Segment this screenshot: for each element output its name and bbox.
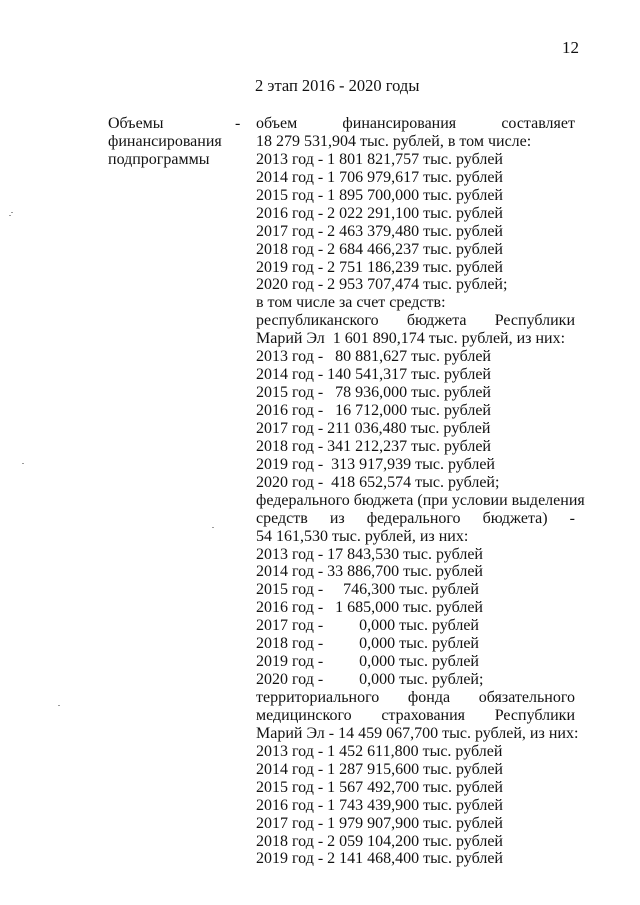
text-line: Марий Эл - 14 459 067,700 тыс. рублей, из них: [256,724,579,742]
text-line: 2018 год - 2 059 104,200 тыс. рублей [256,832,503,850]
text-word: из [329,509,345,527]
text-line: 2015 год - 1 567 492,700 тыс. рублей [256,778,503,796]
text-line: 2016 год - 16 712,000 тыс. рублей [256,402,491,419]
text-line: 2020 год - 0,000 тыс. рублей; [256,671,484,689]
text-line: 2015 год - 1 895 700,000 тыс. рублей [256,186,503,204]
section-label-line: финансирования [108,132,222,150]
text-line: 2017 год - 211 036,480 тыс. рублей [256,419,491,437]
text-word: - [569,509,575,527]
text-line [256,689,575,707]
text-line: 2015 год - 746,300 тыс. рублей [256,581,479,599]
text-line: в том числе за счет средств: [256,294,446,312]
page-number: 12 [562,38,579,57]
text-line: 2017 год - 0,000 тыс. рублей [256,617,479,635]
text-line: 2017 год - 1 979 907,900 тыс. рублей [256,814,503,832]
text-line: 2013 год - 17 843,530 тыс. рублей [256,545,483,563]
section-label-line: подпрограммы [108,150,210,168]
text-line: 2014 год - 1 706 979,617 тыс. рублей [256,168,503,186]
text-word: территориального [256,689,380,706]
text-word: республиканского [256,312,379,330]
text-word: бюджета [406,312,467,330]
text-line: 2013 год - 1 452 611,800 тыс. рублей [256,742,503,760]
scan-speck [11,212,13,213]
text-word: медицинского [256,706,352,724]
text-line: 2013 год - 80 881,627 тыс. рублей [256,348,491,366]
text-line: 2016 год - 1 743 439,900 тыс. рублей [256,796,503,814]
text-word: объем [256,115,298,132]
text-line: 2018 год - 341 212,237 тыс. рублей [256,437,491,455]
text-word: Республики [494,312,575,330]
text-line [256,312,575,330]
financing-text [256,115,585,868]
text-line: 2020 год - 2 953 707,474 тыс. рублей; [256,276,508,294]
scan-speck [22,463,24,464]
text-line: федерального бюджета (при условии выделения [256,491,585,509]
label-dash: - [235,115,241,132]
text-line: 2017 год - 2 463 379,480 тыс. рублей [256,222,503,240]
text-word: бюджета) [482,509,548,527]
text-line: 2019 год - 0,000 тыс. рублей [256,653,479,671]
text-word: Республики [494,706,575,724]
text-line: 2015 год - 78 936,000 тыс. рублей [256,384,491,402]
text-word: федерального [366,509,461,527]
text-line: 2020 год - 418 652,574 тыс. рублей; [256,473,500,491]
text-word: обязательного [478,689,575,706]
text-line: 2019 год - 2 141 468,400 тыс. рублей [256,850,503,868]
text-word: средств [256,509,308,527]
text-word: фонда [407,689,451,706]
text-word: страхования [381,706,466,724]
scan-speck [58,705,60,706]
text-line: 2014 год - 1 287 915,600 тыс. рублей [256,760,503,778]
text-word: составляет [501,115,575,132]
text-line: 2014 год - 33 886,700 тыс. рублей [256,563,483,581]
text-line: 18 279 531,904 тыс. рублей, в том числе: [256,132,532,150]
text-line: 2013 год - 1 801 821,757 тыс. рублей [256,150,503,168]
text-line: 2014 год - 140 541,317 тыс. рублей [256,366,491,384]
text-line [256,707,575,725]
text-word: финансирования [342,115,457,132]
stage-title: 2 этап 2016 - 2020 годы [255,76,420,95]
scan-speck [212,527,214,528]
section-label-line: Объемы [108,115,164,132]
text-line: 2016 год - 2 022 291,100 тыс. рублей [256,204,503,222]
text-line: 2018 год - 0,000 тыс. рублей [256,635,479,653]
text-line: 2016 год - 1 685,000 тыс. рублей [256,599,483,617]
text-line: 2018 год - 2 684 466,237 тыс. рублей [256,240,503,258]
text-line: 54 161,530 тыс. рублей, из них: [256,527,469,545]
scan-speck [9,215,11,216]
text-line: 2019 год - 2 751 186,239 тыс. рублей [256,258,503,276]
text-line: 2019 год - 313 917,939 тыс. рублей [256,455,495,473]
text-line [256,510,575,528]
text-line [256,115,575,133]
text-line: Марий Эл 1 601 890,174 тыс. рублей, из них: [256,330,566,348]
